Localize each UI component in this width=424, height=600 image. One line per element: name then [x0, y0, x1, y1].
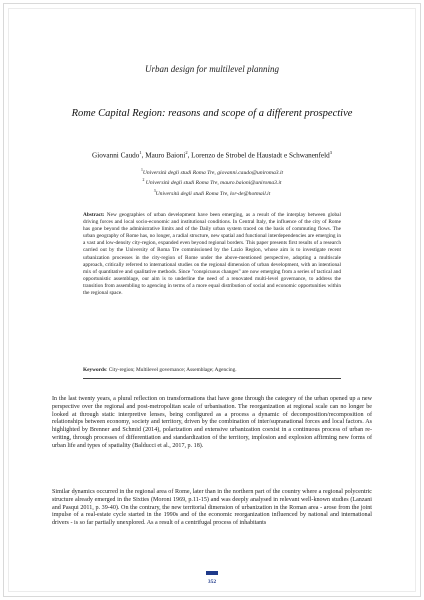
author-sup: 2	[185, 150, 188, 155]
affiliation-line	[0, 188, 424, 198]
affiliation-sup: 2	[142, 178, 145, 183]
affiliation-text: Università degli studi Roma Tre, lor-de@hotmail.it	[155, 190, 271, 197]
keywords	[83, 367, 341, 373]
abstract	[83, 212, 341, 297]
abstract-text: New geographies of urban development have been emerging, as a result of the interplay between global driving forces and local socio-economic and institutional conditions. In Central Italy, the influence of the city of Rome has gone beyond the administrative limits and of the Daily urban system traced on the basis of commuting flows. The urban geography of Rome has, no longer, a radial structure, new spatial and functional interdependencies are emerging in a vast and low-density city-region, expanded even beyond regional borders. This paper presents first results of a research carried out by the University of Roma Tre commissioned by the Lazio Region, whose aim is to investigate recent urbanization processes in the city-region of Rome under the above-mentioned perspective, adopting a multiscale approach, critically referred to international studies on the regional dimension of urban development, with an intentional mix of quantitative and qualitative methods. Since "conspicuous changes" are now emerging from a series of tactical and opportunistic assemblage, our aim is to underline the need of a renovated multi-level governance, to address the transition from assembling to agencing in terms of a more equal distribution of social and economic opportunities within the regional space.	[83, 212, 341, 297]
body-paragraph: Similar dynamics occurred in the regional area of Rome, later than in the northern part of the country where a regional polycentric structure already emerged in the Sixties (Moroni 1969, p.11-15) and was deeply analysed in relevant well-known studies (Lanzani and Pasqui 2011, p. 39-40). On the contrary, the new territorial dimension of urbanization in the Roman area - arose from the joint impulse of a real-estate cycle started in the 1990s and of the economic reorganization influenced by national and international drivers - is so far partially unexplored. As a result of a centrifugal process of inhabitants	[52, 489, 372, 527]
page-number: 352	[207, 579, 217, 585]
paper-title: Rome Capital Region: reasons and scope of a different prospective	[71, 108, 353, 119]
author-name: Giovanni Caudo	[92, 151, 140, 160]
affiliation-text: Università degli studi Roma Tre, giovanni.caudo@uniroma3.it	[142, 169, 284, 176]
page-number-mark	[206, 571, 218, 575]
affiliation-sup: 3	[153, 188, 156, 193]
author-name: Mauro Baioni	[145, 151, 186, 160]
affiliation-line	[0, 177, 424, 187]
author-sup: 1	[139, 150, 142, 155]
author-list	[0, 150, 424, 159]
affiliation-line	[0, 167, 424, 177]
author-name: Lorenzo de Strobel de Haustadt e Schwanenfeld	[191, 151, 330, 160]
keywords-label: Keywords	[83, 367, 106, 373]
abstract-label: Abstract:	[83, 212, 105, 218]
affiliations	[0, 167, 424, 198]
keywords-text: : City-region; Multilevel governance; Assemblage; Agencing.	[105, 367, 237, 373]
affiliation-text: Università degli studi Roma Tre, mauro.baioni@uniroma3.it	[144, 180, 282, 187]
author-separator: ,	[187, 151, 192, 160]
affiliation-sup: 1	[140, 168, 143, 172]
separator-rule	[83, 378, 341, 379]
author-separator: ,	[141, 151, 146, 160]
author-sup: 3	[329, 150, 332, 155]
body-paragraph: In the last twenty years, a plural reflection on transformations that have gone through the category of the urban opened up a new perspective over the regional and post-metropolitan scale of urbanisation. The reorganization at regional scale can no longer be looked at through static interpretive lenses, being configured as a process a dynamic of decomposition/recomposition of relationships between economy, society and territory, driven by the combination of inter/supranational forces and local factors. As highlighted by Brenner and Schmid (2014), polarization and extensive urbanization coexist in a continuous process of urban re-writing, through processes of differentiation and standardization of the territory, implosion and explosion affirming new forms of urban life and types of spatiality (Balducci et al., 2017, p. 18).	[52, 396, 372, 449]
section-header: Urban design for multilevel planning	[145, 64, 279, 74]
